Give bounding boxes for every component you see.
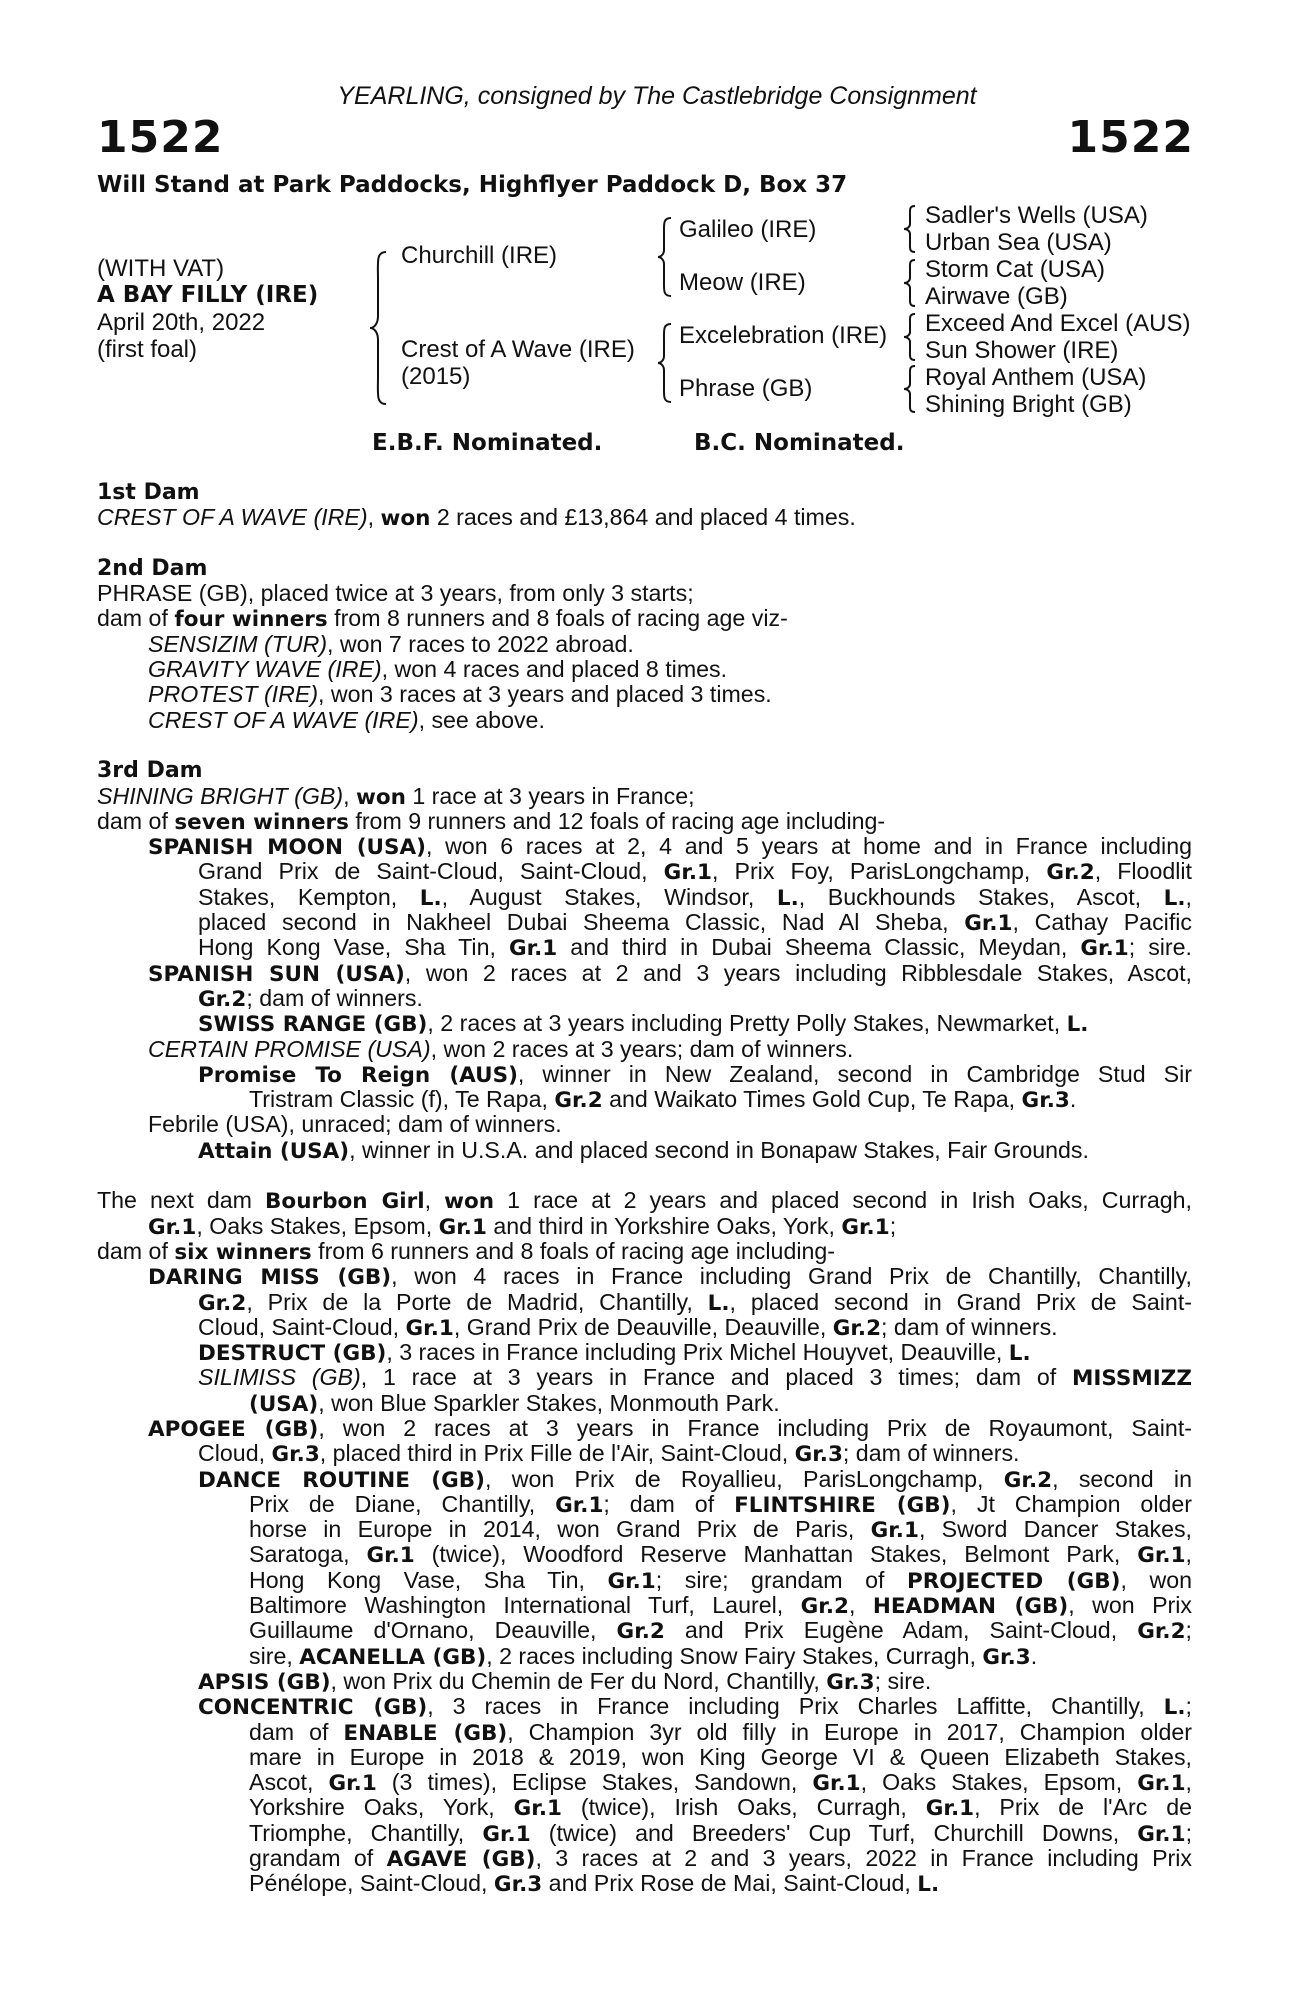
ss-sire-name: Sadler's Wells (USA) — [925, 202, 1148, 229]
produce-line: CONCENTRIC (GB), 3 races in France including Prix Charles Laffitte, Chantilly, L.; — [198, 1693, 1192, 1721]
second-dam-line: dam of four winners from 8 runners and 8 foals of racing age viz- — [97, 605, 788, 633]
next-dam-line: dam of six winners from 6 runners and 8 foals of racing age including- — [97, 1237, 836, 1265]
third-dam-line: SHINING BRIGHT (GB), won 1 race at 3 years in France; — [97, 782, 695, 810]
produce-line: GRAVITY WAVE (IRE), won 4 races and placed 8 times. — [148, 656, 728, 683]
produce-line: DANCE ROUTINE (GB), won Prix de Royallieu, ParisLongchamp, Gr.2, second in — [198, 1465, 1192, 1493]
dam-year: (2015) — [401, 363, 471, 390]
produce-line: CREST OF A WAVE (IRE), see above. — [148, 706, 545, 733]
produce-line: DESTRUCT (GB), 3 races in France including Prix Michel Houyvet, Deauville, L. — [198, 1339, 1031, 1367]
ds-sire-name: Exceed And Excel (AUS) — [925, 310, 1191, 337]
third-dam-line: dam of seven winners from 9 runners and 12 foals of racing age including- — [97, 807, 886, 835]
sd-sire-name: Storm Cat (USA) — [925, 256, 1106, 283]
produce-line: Stakes, Kempton, L., August Stakes, Windsor, L., Buckhounds Stakes, Ascot, L., — [198, 883, 1192, 911]
dam-dam-name: Phrase (GB) — [679, 375, 813, 402]
stand-location: Will Stand at Park Paddocks, Highflyer Paddock D, Box 37 — [97, 172, 848, 198]
produce-line: Grand Prix de Saint-Cloud, Saint-Cloud, Gr.1, Prix Foy, ParisLongchamp, Gr.2, Floodlit — [198, 858, 1192, 886]
produce-line: dam of ENABLE (GB), Champion 3yr old filly in Europe in 2017, Champion older — [249, 1718, 1192, 1746]
lot-number-left: 1522 — [97, 112, 224, 163]
produce-line: SPANISH SUN (USA), won 2 races at 2 and 3 years including Ribblesdale Stakes, Ascot, — [148, 959, 1192, 987]
produce-line: Promise To Reign (AUS), winner in New Zealand, second in Cambridge Stud Sir — [198, 1060, 1192, 1088]
third-dam-heading: 3rd Dam — [97, 758, 203, 784]
produce-line: DARING MISS (GB), won 4 races in France including Grand Prix de Chantilly, Chantilly, — [148, 1263, 1192, 1291]
dd-sire-name: Royal Anthem (USA) — [925, 364, 1147, 391]
sd-dam-name: Airwave (GB) — [925, 283, 1068, 310]
produce-line: Prix de Diane, Chantilly, Gr.1; dam of FLINTSHIRE (GB), Jt Champion older — [249, 1490, 1192, 1518]
produce-line: PROTEST (IRE), won 3 races at 3 years and placed 3 times. — [148, 681, 772, 708]
produce-line: Gr.2; dam of winners. — [198, 984, 423, 1012]
produce-line: Gr.2, Prix de la Porte de Madrid, Chantilly, L., placed second in Grand Prix de Saint- — [198, 1288, 1192, 1316]
second-dam-heading: 2nd Dam — [97, 555, 208, 581]
produce-line: Triomphe, Chantilly, Gr.1 (twice) and Breeders' Cup Turf, Churchill Downs, Gr.1; — [249, 1819, 1193, 1847]
consignor-line: YEARLING, consigned by The Castlebridge Consignment — [337, 82, 977, 110]
ss-dam-name: Urban Sea (USA) — [925, 229, 1112, 256]
produce-line: Hong Kong Vase, Sha Tin, Gr.1 and third in Dubai Sheema Classic, Meydan, Gr.1; sire. — [198, 934, 1192, 962]
produce-line: Cloud, Gr.3, placed third in Prix Fille de l'Air, Saint-Cloud, Gr.3; dam of winners. — [198, 1440, 1020, 1468]
produce-line: sire, ACANELLA (GB), 2 races including Snow Fairy Stakes, Curragh, Gr.3. — [249, 1642, 1038, 1670]
pedigree-brace-main — [368, 250, 390, 406]
produce-line: horse in Europe in 2014, won Grand Prix de Paris, Gr.1, Sword Dancer Stakes, — [249, 1516, 1193, 1544]
produce-line: Hong Kong Vase, Sha Tin, Gr.1; sire; grandam of PROJECTED (GB), won — [249, 1566, 1192, 1594]
pedigree-brace-ss — [902, 204, 918, 254]
produce-line: Tristram Classic (f), Te Rapa, Gr.2 and Waikato Times Gold Cup, Te Rapa, Gr.3. — [249, 1086, 1077, 1114]
produce-line: Pénélope, Saint-Cloud, Gr.3 and Prix Rose de Mai, Saint-Cloud, L. — [249, 1870, 940, 1898]
produce-line: Saratoga, Gr.1 (twice), Woodford Reserve Manhattan Stakes, Belmont Park, Gr.1, — [249, 1541, 1192, 1569]
lot-number-right: 1522 — [1067, 112, 1194, 163]
produce-line: SWISS RANGE (GB), 2 races at 3 years including Pretty Polly Stakes, Newmarket, L. — [198, 1010, 1089, 1038]
pedigree-brace-dam — [656, 322, 674, 404]
dd-dam-name: Shining Bright (GB) — [925, 391, 1132, 418]
bc-nomination: B.C. Nominated. — [694, 430, 905, 456]
produce-line: placed second in Nakheel Dubai Sheema Classic, Nad Al Sheba, Gr.1, Cathay Pacific — [198, 909, 1193, 937]
next-dam-line: The next dam Bourbon Girl, won 1 race at 2 years and placed second in Irish Oaks, Curragh, — [97, 1187, 1193, 1215]
produce-line: Febrile (USA), unraced; dam of winners. — [148, 1111, 562, 1138]
produce-line: SILIMISS (GB), 1 race at 3 years in France and placed 3 times; dam of MISSMIZZ — [198, 1364, 1192, 1392]
pedigree-brace-ds — [902, 312, 918, 362]
vat-note: (WITH VAT) — [97, 255, 225, 282]
sire-sire-name: Galileo (IRE) — [679, 216, 817, 243]
produce-line: mare in Europe in 2018 & 2019, won King George VI & Queen Elizabeth Stakes, — [249, 1743, 1192, 1770]
produce-record — [97, 480, 1192, 1897]
produce-line: Ascot, Gr.1 (3 times), Eclipse Stakes, Sandown, Gr.1, Oaks Stakes, Epsom, Gr.1, — [249, 1769, 1192, 1797]
sire-name: Churchill (IRE) — [401, 242, 558, 269]
produce-line: SENSIZIM (TUR), won 7 races to 2022 abroad. — [148, 630, 634, 657]
produce-line: Cloud, Saint-Cloud, Gr.1, Grand Prix de Deauville, Deauville, Gr.2; dam of winners. — [198, 1313, 1058, 1341]
first-dam-line: CREST OF A WAVE (IRE), won 2 races and £13,864 and placed 4 times. — [97, 504, 856, 532]
produce-line: SPANISH MOON (USA), won 6 races at 2, 4 and 5 years at home and in France including — [148, 833, 1193, 861]
produce-line: grandam of AGAVE (GB), 3 races at 2 and 3 years, 2022 in France including Prix — [249, 1845, 1193, 1873]
sire-dam-name: Meow (IRE) — [679, 269, 806, 296]
produce-line: Baltimore Washington International Turf, Laurel, Gr.2, HEADMAN (GB), won Prix — [249, 1592, 1193, 1620]
foal-note: (first foal) — [97, 336, 198, 363]
dam-name: Crest of A Wave (IRE) — [401, 336, 635, 363]
produce-line: Attain (USA), winner in U.S.A. and placed second in Bonapaw Stakes, Fair Grounds. — [198, 1136, 1089, 1164]
next-dam-line: Gr.1, Oaks Stakes, Epsom, Gr.1 and third in Yorkshire Oaks, York, Gr.1; — [148, 1212, 897, 1240]
produce-line: (USA), won Blue Sparkler Stakes, Monmouth Park. — [249, 1389, 780, 1417]
produce-line: APSIS (GB), won Prix du Chemin de Fer du Nord, Chantilly, Gr.3; sire. — [198, 1667, 932, 1695]
produce-line: Yorkshire Oaks, York, Gr.1 (twice), Irish Oaks, Curragh, Gr.1, Prix de l'Arc de — [249, 1794, 1192, 1822]
ebf-nomination: E.B.F. Nominated. — [372, 430, 603, 456]
ds-dam-name: Sun Shower (IRE) — [925, 337, 1119, 364]
lot-name: A BAY FILLY (IRE) — [97, 282, 319, 308]
foaling-date: April 20th, 2022 — [97, 309, 266, 336]
pedigree-brace-sd — [902, 258, 918, 308]
second-dam-line: PHRASE (GB), placed twice at 3 years, from only 3 starts; — [97, 580, 694, 607]
produce-line: APOGEE (GB), won 2 races at 3 years in France including Prix de Royaumont, Saint- — [148, 1414, 1192, 1442]
first-dam-heading: 1st Dam — [97, 480, 200, 505]
dam-sire-name: Excelebration (IRE) — [679, 322, 888, 349]
produce-line: CERTAIN PROMISE (USA), won 2 races at 3 years; dam of winners. — [148, 1035, 854, 1062]
produce-line: Guillaume d'Ornano, Deauville, Gr.2 and Prix Eugène Adam, Saint-Cloud, Gr.2; — [249, 1617, 1192, 1645]
pedigree-brace-dd — [902, 364, 918, 414]
pedigree-brace-sire — [656, 216, 674, 298]
